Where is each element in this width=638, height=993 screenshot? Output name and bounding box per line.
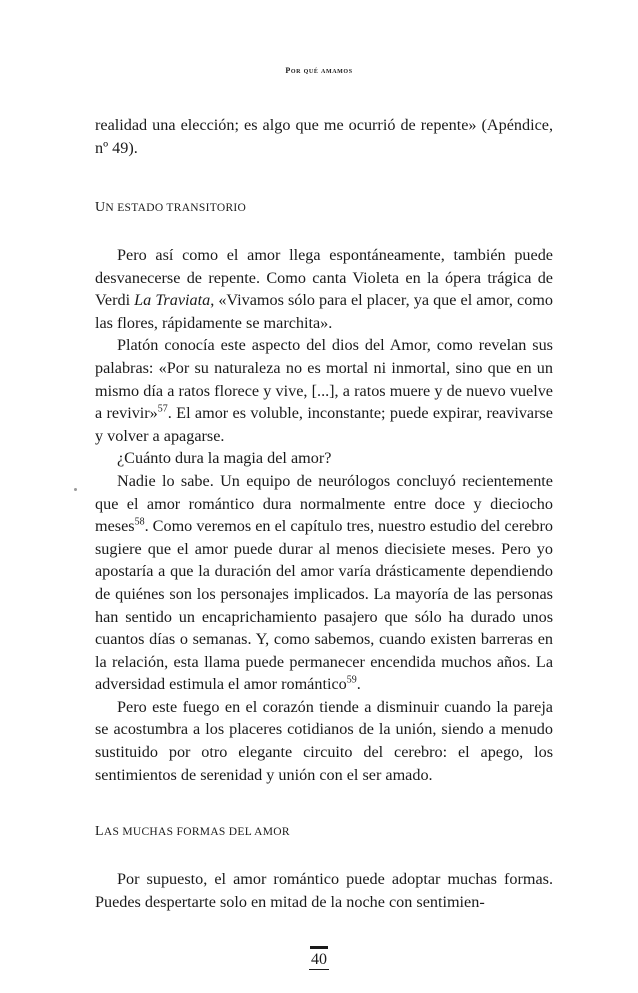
page-number-rule [310,946,328,949]
footnote-ref: 58 [134,516,145,528]
section-body-transitorio [95,244,553,786]
paragraph: Por supuesto, el amor romántico puede adoptar muchas formas. Puedes despertarte solo en mitad de la noche con sentimien- [95,870,553,911]
paragraph [95,334,553,447]
paragraph-text: Nadie lo sabe. Un equipo de neurólogos concluyó recientemente que el amor romántico dura normalmente entre doce y dieciocho meses [95,471,553,536]
paragraph-text: . [356,675,361,694]
paragraph-text: , «Vivamos sólo para el placer, ya que el amor, como las flores, rápidamente se marchita». [95,291,553,332]
heading-text: N ESTADO TRANSITORIO [105,202,247,214]
page-number [0,946,638,970]
paragraph-text: . El amor es voluble, inconstante; puede expirar, reavivarse y volver a apagarse. [95,404,553,445]
heading-initial: L [95,824,104,839]
running-head [0,66,638,75]
paragraph-text: Platón conocía este aspecto del dios del Amor, como revelan sus palabras: «Por su naturaleza no es mortal ni inmortal, sino que en un mismo día a ratos florece y vive, [...], a ratos muere y de nuevo vuelve a revivir» [95,336,553,423]
paragraph-text: . Como veremos en el capítulo tres, nuestro estudio del cerebro sugiere que el amor puede durar al menos diecisiete meses. Pero yo apostaría a que la duración del amor varía drásticamente dependiendo de quiénes son los personajes implicados. La mayoría de las personas han sentido un encaprichamiento pasajero que sólo ha durado unos cuantos días o semanas. Y, como sabemos, cuando existen barreras en la relación, esta llama puede permanecer encendida muchos años. La adversidad estimula el amor romántico [95,517,553,694]
paragraph [95,244,553,334]
scan-speck [74,488,77,491]
paragraph-text: realidad una elección; es algo que me ocurrió de repente» (Apéndice, nº 49). [95,116,553,157]
section-heading-formas [95,824,290,840]
running-head-text: Por qué amamos [285,66,353,75]
heading-initial: U [95,200,106,215]
paragraph [95,470,553,696]
paragraph: Pero este fuego en el corazón tiende a disminuir cuando la pareja se acostumbra a los placeres cotidianos de la unión, siendo a menudo sustituido por otro elegante circuito del cerebro: el apego, los sentimientos de serenidad y unión con el ser amado. [95,697,553,784]
page-number-text: 40 [311,951,327,968]
continued-paragraph [95,114,553,159]
section-body-formas [95,868,553,913]
paragraph-text: Pero así como el amor llega espontáneamente, también puede desvanecerse de repente. Como canta Violeta en la ópera trágica de Verdi [95,246,553,310]
section-heading-transitorio [95,200,246,216]
paragraph: ¿Cuánto dura la magia del amor? [117,449,332,468]
footnote-ref: 57 [157,403,168,415]
opera-title: La Traviata [134,291,211,310]
heading-text: AS MUCHAS FORMAS DEL AMOR [103,826,290,838]
footnote-ref: 59 [346,674,357,686]
